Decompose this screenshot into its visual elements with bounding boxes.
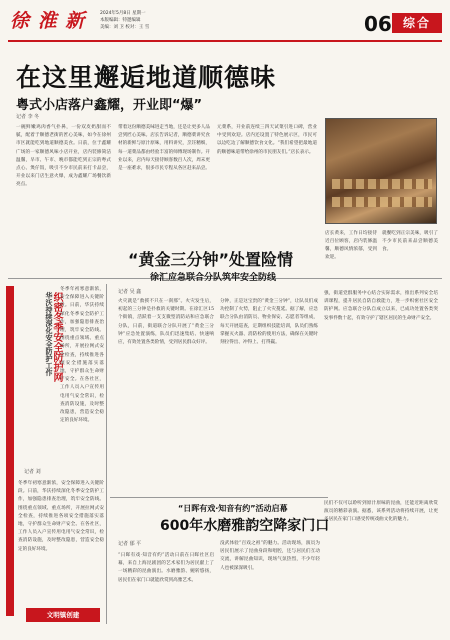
story2-column-3: 强，街道党群服务中心结合实际需求，推出系列安全培训课程，提升居民自防自救能力，进一步织密社区安全防护网。应急联合分队自成立以来，已成功处置各类突发事件数十起，有效守护了辖区居民的生命财产安全。 — [324, 291, 438, 321]
lead-byline: 记者 李 冬 — [16, 114, 40, 120]
photo-caption-2: 就餐吃到正宗美味，吸引了不少市民前来品尝顺德美食。 — [382, 231, 438, 252]
section-badge: 综合 — [392, 13, 442, 33]
lead-subheadline: 粤式小店落户鑫耀，开业即“爆” — [16, 98, 203, 113]
editor-credit: 本版编辑：特邀编辑 — [100, 18, 141, 23]
story2-subheadline: 徐汇应急联合分队筑牢安全防线 — [150, 273, 277, 283]
masthead-meta — [100, 10, 149, 31]
story3-headline: 600年水磨雅韵空降家门口 — [160, 518, 330, 534]
story3-column-1: “日晖有戏·知音有约”活动日前在日晖社区启幕，来自上海昆剧团的艺术家们为居民献上了一场精彩的昆曲演出。水磨雅韵、婉转悠扬，居民们在家门口就能欣赏到高雅艺术。 — [118, 553, 214, 583]
column-divider — [106, 284, 107, 624]
story3-tagline: “日晖有戏·知音有约”活动启幕 — [178, 504, 288, 513]
lead-column-3: 元菜系，开业前连续三四天试菜引进口碑，营业中受到欢迎。店内还设置了特色展示区，市民可以边吃边了解顺德饮食文化。“我们希望把最地道的顺德味道带给徐州的市民朋友们。”店长表示。 — [217, 125, 317, 155]
lead-column-1: 一碗鲜嫩鸡肉香气扑鼻，一份双皮奶甜而不腻，配着于顺德老街的匠心美味，如今在徐州市区就能吃到地道顺德美食。日前，位于鑫耀广场的一家顺德风味小店开业，店内装修简洁温馨，早市、午市、晚市都能吃到正宗的粤式点心、煲仔饭，吸引不少市民前来打卡品尝，开业以来门店生意火爆，成为鑫耀广场餐饮新亮点。 — [16, 125, 111, 188]
sidebar-subheadline: 华沃持续深化安全防护工作 — [45, 292, 53, 376]
story2-headline: “黄金三分钟”处置险情 — [128, 250, 294, 269]
sidebar-headline: 织密冬季安全防护网 — [51, 292, 62, 382]
restaurant-photo — [325, 118, 437, 224]
story3-divider — [110, 497, 328, 498]
story2-column-1: 火灾就是“救援不只在一刹那”。火灾发生后，初起的三分钟是扑救的关键时期。在徐汇区15个街镇，活跃着一支支微型消防站和应急联合分队，日前，街道联合分队开展了“黄金三分钟”应急处置演练，队员们迅速集结、快速响应，有效处置各类险情，受到居民群众好评。 — [118, 299, 214, 346]
design-credit: 美编：刘 卫 校对：王 雪 — [100, 25, 150, 30]
civilization-badge: 文明镇创建 — [26, 608, 100, 622]
story3-column-3: 民们不仅可以聆听到原汁原味的昆曲，还能近距离欣赏演员的精彩表演。据悉，该系列活动将持续开展，让更多居民在家门口感受传统戏曲文化的魅力。 — [324, 501, 438, 523]
story3-byline: 记者 郁 平 — [118, 541, 142, 547]
story3-column-2: 没武体验“百戏之祖”的魅力。活动现场，演员为居民们展示了昆曲身段和唱腔，还与居民们互动交流，讲解昆曲知识，现场气氛热烈，不少年轻人也被深深吸引。 — [220, 541, 320, 571]
lead-headline: 在这里邂逅地道顺德味 — [16, 63, 277, 92]
page-number: 06 — [364, 12, 392, 36]
issue-date: 2024年5月8日 星期一 — [100, 11, 146, 16]
masthead — [8, 4, 442, 42]
sidebar-column-top: 冬季年初寒意渐浓，安全保障进入关键阶段。日前，华沃持续深化冬季安全防护工作，加强隐患排查治理，筑牢安全防线。围绕重点领域、重点场所，开展拉网式安全检查，持续推进各项安全措施落实落地，守护群众生命财产安全。在各社区，工作人员入户宣传用电用气安全常识，检查消防设施，及时整改隐患，营造安全稳定的良好环境。 — [60, 287, 104, 424]
story2-column-2: 分钟，正是这宝贵的“黄金三分钟”，让队员们成功控制了火势，阻止了火灾蔓延。据了解，应急联合分队由消防员、物业保安、志愿者等组成，每天开展巡查，定期组织技能培训，队员们熟练掌握灭火器、消防栓的使用方法，确保在关键时刻拉得出、冲得上、打得赢。 — [220, 299, 318, 346]
sidebar-column-bottom: 冬季年初寒意渐浓，安全保障进入关键阶段。日前，华沃持续深化冬季安全防护工作，加强隐患排查治理，筑牢安全防线。围绕重点领域、重点场所，开展拉网式安全检查，持续推进各项安全措施落实落地，守护群众生命财产安全。在各社区，工作人员入户宣传用电用气安全常识，检查消防设施，及时整改隐患，营造安全稳定的良好环境。 — [18, 481, 104, 552]
photo-caption: 店长黄来，工作日均接待近百位顾客，店内装修温馨，顺德风情浓郁，受到欢迎。 — [325, 231, 377, 260]
sidebar-accent-bar — [6, 286, 14, 616]
lead-column-2: 带着这份顺德美味进走当地，还是让更多人品尝到匠心美味。店长告诉记者，顺德菜讲究食材的新鲜与原汁原味，用料讲究，烹饪精细，每一道菜品都由经验丰富的师傅现场制作。开业以来，店内每天接待顾客数百人次，周末更是一座难求，很多市民专程从各区赶来品尝。 — [118, 125, 210, 172]
sidebar-byline: 记者 刘 — [24, 469, 41, 475]
newspaper-logo: 徐 淮 新 — [10, 10, 86, 32]
story2-byline: 记者 吴 鑫 — [118, 289, 142, 295]
